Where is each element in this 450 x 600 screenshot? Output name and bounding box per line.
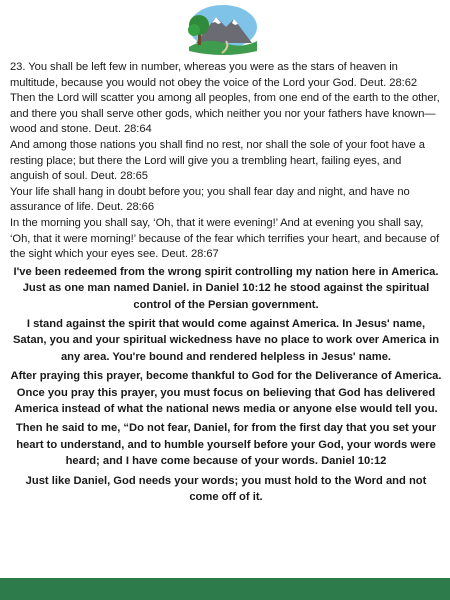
verse-paragraph: In the morning you shall say, ‘Oh, that it were evening!’ And at evening you shall say, ‘Oh, that it were morning!’ because of the fear which terrifies your heart, and because of the sight which your eyes see. Deut. 28:67	[10, 216, 440, 261]
footer-bar	[0, 578, 450, 600]
verse-paragraph: 23. You shall be left few in number, whereas you were as the stars of heaven in multitude, because you would not obey the voice of the Lord your God. Deut. 28:62	[10, 61, 418, 89]
prayer-paragraph: After praying this prayer, become thankful to God for the Deliverance of America. Once you pray this prayer, you must focus on believing that God has delivered America instead of what the national news media or anyone else would tell you.	[10, 370, 442, 415]
verse-paragraph: And among those nations you shall find no rest, nor shall the sole of your foot have a resting place; but there the Lord will give you a trembling heart, failing eyes, and anguish of soul. Deut. 28:65	[10, 138, 425, 183]
verse-paragraph: Then the Lord will scatter you among all peoples, from one end of the earth to the other, and there you shall serve other gods, which neither you nor your fathers have known—wood and stone. Deut. 28:64	[10, 92, 440, 136]
page-content	[10, 60, 442, 508]
verse-paragraph: Your life shall hang in doubt before you; you shall fear day and night, and have no assurance of life. Deut. 28:66	[10, 185, 410, 214]
prayer-paragraph: I've been redeemed from the wrong spirit controlling my nation here in America. Just as one man named Daniel. in Daniel 10:12 he stood against the spiritual control of the Persian government.	[13, 265, 439, 311]
prayer-block	[10, 264, 442, 506]
verses-block	[10, 60, 442, 263]
prayer-paragraph: Just like Daniel, God needs your words; you must hold to the Word and not come off of it.	[25, 474, 427, 503]
mountain-landscape-icon	[186, 3, 260, 57]
logo-tree-crown-2	[188, 24, 200, 36]
prayer-paragraph: I stand against the spirit that would come against America. In Jesus' name, Satan, you and your spiritual wickedness have no place to work over America in any area. You're bound and rendered helpless in Jesus' name.	[12, 317, 440, 363]
prayer-paragraph: Then he said to me, “Do not fear, Daniel, for from the first day that you set your heart to understand, and to humble yourself before your God, your words were heard; and I have come because of your words. Daniel 10:12	[15, 422, 437, 468]
